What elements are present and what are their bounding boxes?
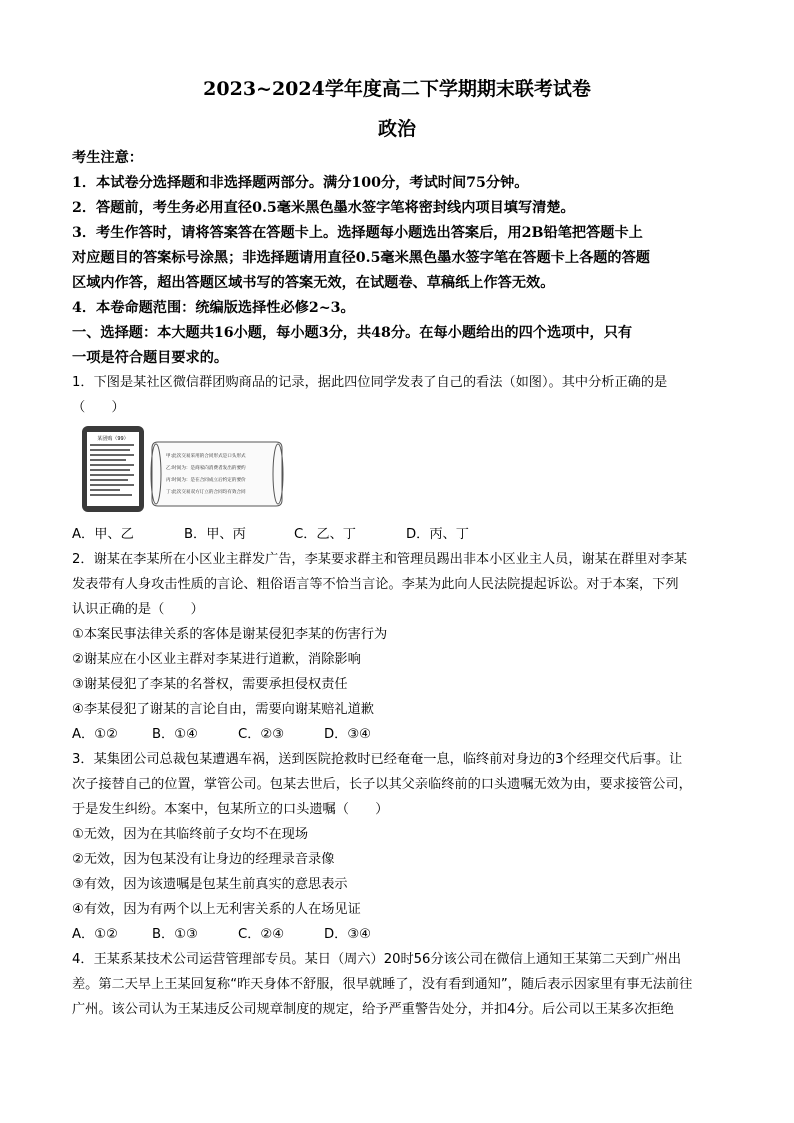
notice-item: 4．本卷命题范围：统编版选择性必修2~3。: [72, 300, 355, 316]
section-heading-cont: 一项是符合题目要求的。: [72, 350, 229, 366]
q4-stem: 差。第二天早上王某回复称“昨天身体不舒服，很早就睡了，没有看到通知”，随后表示因家里有事无法前往: [72, 977, 693, 992]
q2-item: ②谢某应在小区业主群对李某进行道歉，消除影响: [72, 652, 361, 667]
q3-stem: 于是发生纠纷。本案中，包某所立的口头遗嘱（ ）: [72, 802, 389, 817]
q3-stem: 次子接替自己的位置，掌管公司。包某去世后，长子以其父亲临终前的口头遗嘱无效为由，要求接管公司，: [72, 777, 692, 792]
option-c[interactable]: C．②③: [238, 727, 285, 742]
q2-item: ④李某侵犯了谢某的言论自由，需要向谢某赔礼道歉: [72, 702, 374, 717]
exam-title: 2023~2024学年度高二下学期期末联考试卷: [203, 78, 591, 100]
option-d[interactable]: D．丙、丁: [406, 527, 469, 542]
scroll-line: 丁:此次交易双方订立的合同均有效合同: [166, 490, 246, 495]
option-b[interactable]: B．甲、丙: [184, 527, 246, 542]
q2-stem: 认识正确的是（ ）: [72, 602, 204, 617]
notice-item: 3．考生作答时，请将答案答在答题卡上。选择题每小题选出答案后，用2B铅笔把答题卡上: [72, 225, 643, 241]
scroll-line: 丙:时间为：是在合同成立后约定的要价: [166, 478, 246, 483]
notice-item: 区域内作答，超出答题区域书写的答案无效，在试题卷、草稿纸上作答无效。: [72, 275, 555, 291]
option-d[interactable]: D．③④: [324, 727, 371, 742]
scroll-icon: [152, 442, 282, 506]
notice-heading: 考生注意：: [72, 150, 143, 166]
q2-item: ①本案民事法律关系的客体是谢某侵犯李某的伤害行为: [72, 627, 388, 642]
q4-stem: 广州。该公司认为王某违反公司规章制度的规定，给予严重警告处分，并扣4分。后公司以王某多次拒绝: [72, 1002, 674, 1017]
notice-item: 2．答题前，考生务必用直径0.5毫米黑色墨水签字笔将密封线内项目填写清楚。: [72, 200, 575, 216]
q2-options: [72, 725, 732, 745]
phone-title: 某团购（99）: [97, 436, 129, 442]
option-b[interactable]: B．①④: [152, 727, 198, 742]
option-a[interactable]: A．①②: [72, 927, 118, 942]
q1-stem-blank: （ ）: [72, 400, 125, 415]
q3-options: [72, 925, 732, 945]
q2-stem: 发表带有人身攻击性质的言论、粗俗语言等不恰当言论。李某为此向人民法院提起诉讼。对于本案，下列: [72, 577, 679, 592]
option-a[interactable]: A．①②: [72, 727, 118, 742]
q2-stem: 2．谢某在李某所在小区业主群发广告，李某要求群主和管理员踢出非本小区业主人员，谢某在群里对李某: [72, 552, 688, 567]
option-d[interactable]: D．③④: [324, 927, 371, 942]
scroll-line: 乙:时间为：是商家向消费者发出的要约: [166, 466, 246, 471]
q1-stem: 1．下图是某社区微信群团购商品的记录，据此四位同学发表了自己的看法（如图）。其中分析正确的是: [72, 375, 668, 390]
q2-item: ③谢某侵犯了李某的名誉权，需要承担侵权责任: [72, 677, 348, 692]
option-a[interactable]: A．甲、乙: [72, 527, 134, 542]
q3-item: ④有效，因为有两个以上无利害关系的人在场见证: [72, 902, 361, 917]
option-c[interactable]: C．②④: [238, 927, 285, 942]
q4-stem: 4．王某系某技术公司运营管理部专员。某日（周六）20时56分该公司在微信上通知王某第二天到广州出: [72, 952, 682, 967]
notice-item: 对应题目的答案标号涂黑；非选择题请用直径0.5毫米黑色墨水签字笔在答题卡上各题的答题: [72, 250, 650, 266]
q3-stem: 3．某集团公司总裁包某遭遇车祸，送到医院抢救时已经奄奄一息，临终前对身边的3个经理交代后事。让: [72, 752, 683, 767]
q1-options: [72, 525, 732, 545]
q3-item: ③有效，因为该遗嘱是包某生前真实的意思表示: [72, 877, 348, 892]
exam-subject: 政治: [377, 118, 416, 140]
option-c[interactable]: C．乙、丁: [294, 527, 356, 542]
q3-item: ①无效，因为在其临终前子女均不在现场: [72, 827, 309, 842]
option-b[interactable]: B．①③: [152, 927, 198, 942]
section-heading: 一、选择题：本大题共16小题，每小题3分，共48分。在每小题给出的四个选项中，只有: [72, 325, 633, 341]
notice-item: 1．本试卷分选择题和非选择题两部分。满分100分，考试时间75分钟。: [72, 175, 529, 191]
scroll-line: 甲:此次交易采用的合同形式是口头形式: [166, 454, 246, 459]
q3-item: ②无效，因为包某没有让身边的经理录音录像: [72, 852, 335, 867]
q1-figure: [80, 424, 285, 514]
